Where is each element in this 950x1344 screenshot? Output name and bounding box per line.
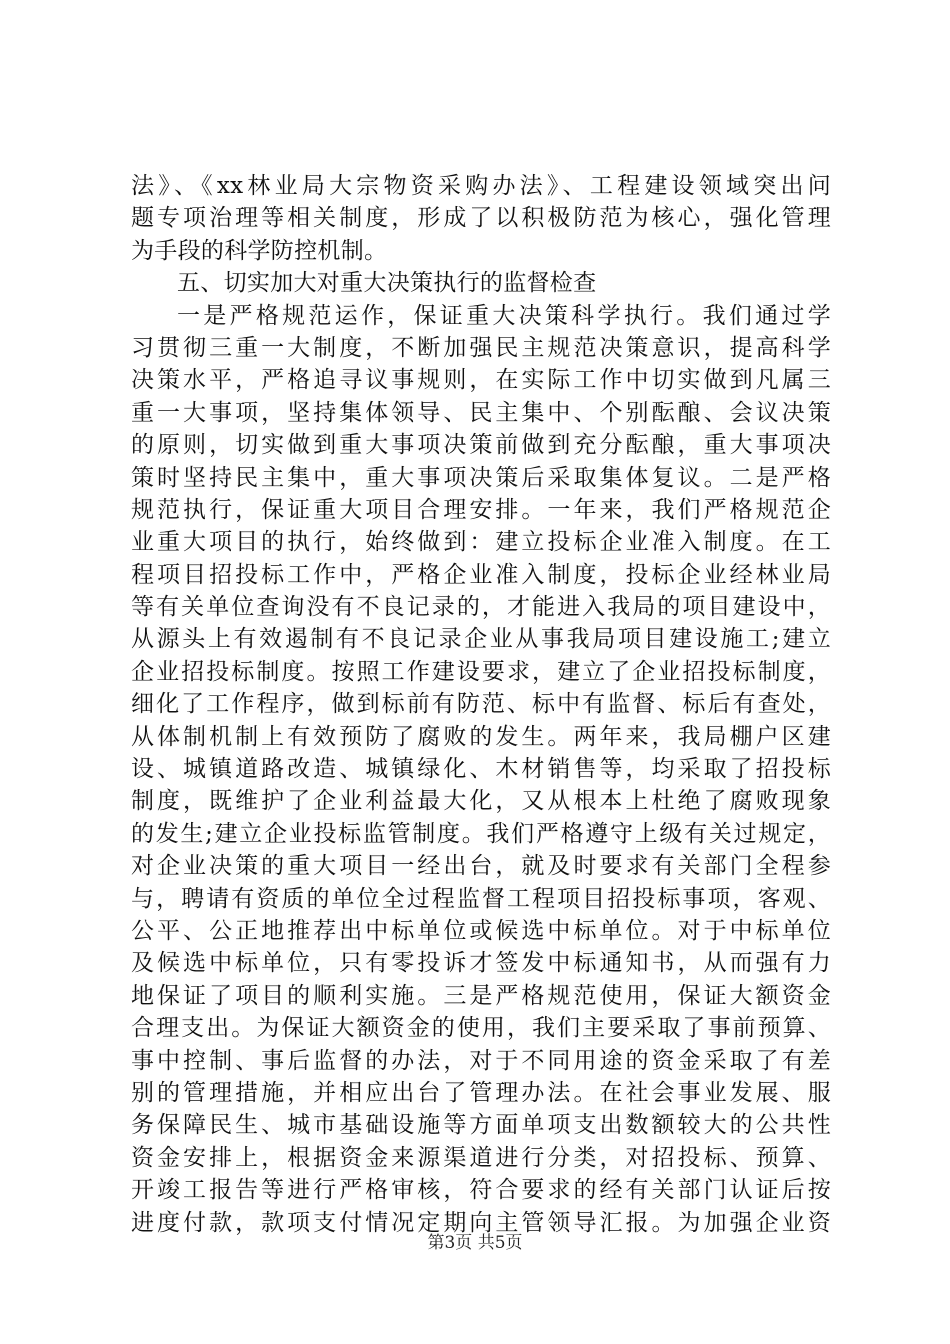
paragraph-line: 及候选中标单位，只有零投诉才签发中标通知书，从而强有力 (131, 950, 831, 977)
paragraph-line: 题专项治理等相关制度，形成了以积极防范为核心，强化管理 (131, 205, 831, 232)
paragraph-line: 重一大事项，坚持集体领导、民主集中、个别酝酿、会议决策 (131, 399, 831, 426)
section-heading: 五、切实加大对重大决策执行的监督检查 (177, 270, 597, 297)
paragraph-line: 务保障民生、城市基础设施等方面单项支出数额较大的公共性 (131, 1112, 831, 1139)
paragraph-line: 的原则，切实做到重大事项决策前做到充分酝酿，重大事项决 (131, 432, 831, 459)
paragraph-line: 与，聘请有资质的单位全过程监督工程项目招投标事项，客观、 (131, 885, 831, 912)
paragraph-line: 等有关单位查询没有不良记录的，才能进入我局的项目建设中， (131, 594, 831, 621)
paragraph-line: 细化了工作程序，做到标前有防范、标中有监督、标后有查处， (131, 691, 831, 718)
paragraph-line: 决策水平，严格追寻议事规则，在实际工作中切实做到凡属三 (131, 367, 831, 394)
paragraph-line: 对企业决策的重大项目一经出台，就及时要求有关部门全程参 (131, 853, 831, 880)
paragraph-line: 别的管理措施，并相应出台了管理办法。在社会事业发展、服 (131, 1079, 831, 1106)
paragraph-line: 的发生;建立企业投标监管制度。我们严格遵守上级有关过规定， (131, 820, 831, 847)
paragraph-line: 规范执行，保证重大项目合理安排。一年来，我们严格规范企 (131, 496, 831, 523)
paragraph-line: 开竣工报告等进行严格审核，符合要求的经有关部门认证后按 (131, 1177, 831, 1204)
paragraph-line: 习贯彻三重一大制度，不断加强民主规范决策意识，提高科学 (131, 334, 831, 361)
document-body (131, 170, 831, 1239)
paragraph-line: 从体制机制上有效预防了腐败的发生。两年来，我局棚户区建 (131, 723, 831, 750)
paragraph-line: 资金安排上，根据资金来源渠道进行分类，对招投标、预算、 (131, 1144, 831, 1171)
paragraph-line: 业重大项目的执行，始终做到：建立投标企业准入制度。在工 (131, 529, 831, 556)
paragraph-line: 策时坚持民主集中，重大事项决策后采取集体复议。二是严格 (131, 464, 831, 491)
paragraph-line: 地保证了项目的顺利实施。三是严格规范使用，保证大额资金 (131, 982, 831, 1009)
paragraph-line: 企业招投标制度。按照工作建设要求，建立了企业招投标制度， (131, 658, 831, 685)
paragraph-line: 一是严格规范运作，保证重大决策科学执行。我们通过学 (177, 302, 831, 329)
paragraph-line: 合理支出。为保证大额资金的使用，我们主要采取了事前预算、 (131, 1015, 831, 1042)
page-number-footer: 第3页 共5页 (427, 1233, 523, 1253)
paragraph-line: 程项目招投标工作中，严格企业准入制度，投标企业经林业局 (131, 561, 831, 588)
paragraph-line: 进度付款，款项支付情况定期向主管领导汇报。为加强企业资 (131, 1209, 831, 1236)
paragraph-line: 法》、《xx林业局大宗物资采购办法》、工程建设领域突出问 (131, 173, 831, 199)
paragraph-line: 设、城镇道路改造、城镇绿化、木材销售等，均采取了招投标 (131, 756, 831, 783)
paragraph-line: 公平、公正地推荐出中标单位或候选中标单位。对于中标单位 (131, 917, 831, 944)
paragraph-line: 从源头上有效遏制有不良记录企业从事我局项目建设施工;建立 (131, 626, 831, 653)
paragraph-line: 事中控制、事后监督的办法，对于不同用途的资金采取了有差 (131, 1047, 831, 1074)
paragraph-line: 为手段的科学防控机制。 (131, 237, 388, 264)
paragraph-line: 制度，既维护了企业利益最大化，又从根本上杜绝了腐败现象 (131, 788, 831, 815)
